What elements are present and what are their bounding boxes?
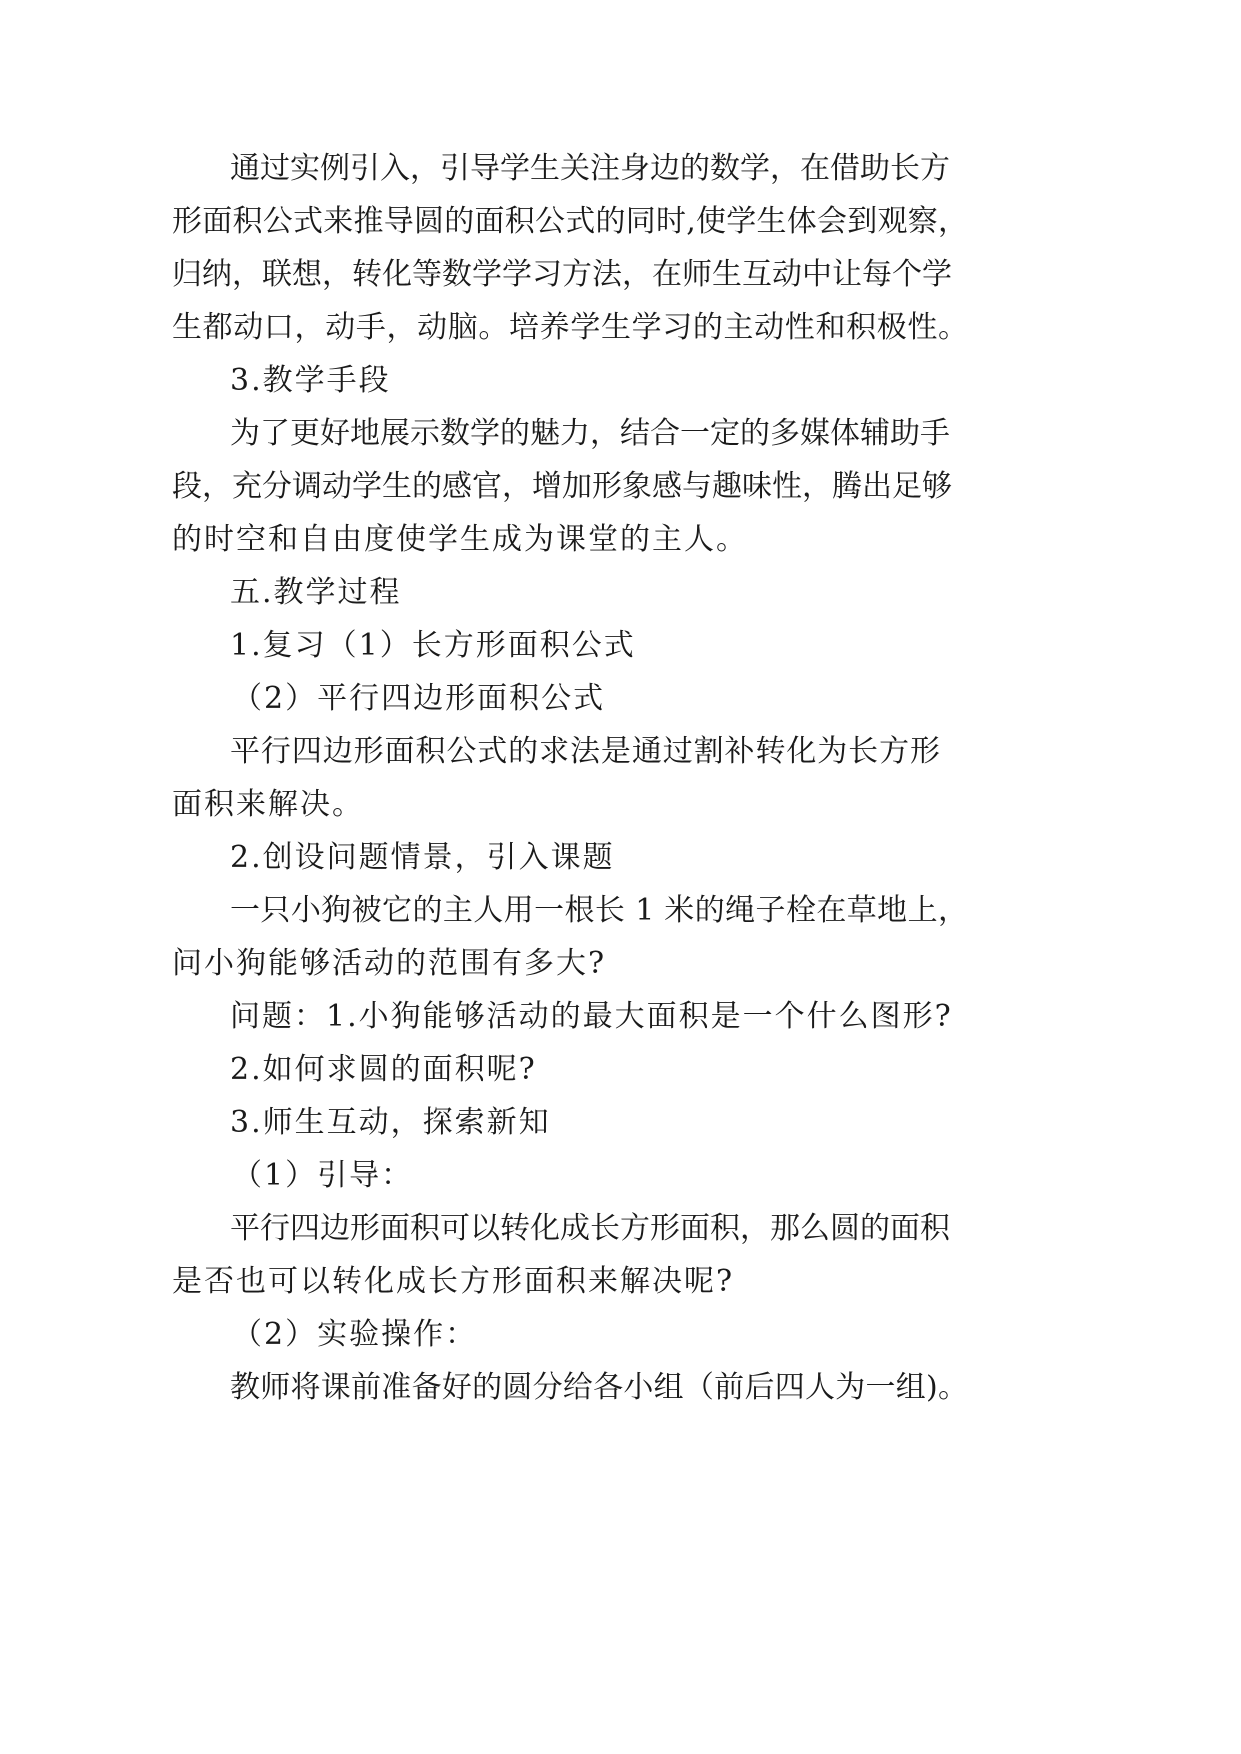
- paragraph-line: 为了更好地展示数学的魅力，结合一定的多媒体辅助手: [230, 416, 950, 451]
- paragraph-line: 平行四边形面积可以转化成长方形面积，那么圆的面积: [230, 1211, 950, 1246]
- paragraph-line: 问小狗能够活动的范围有多大?: [172, 946, 607, 981]
- paragraph-line: 面积来解决。: [172, 787, 364, 822]
- paragraph-line: 教师将课前准备好的圆分给各小组（前后四人为一组)。: [230, 1370, 968, 1405]
- paragraph-line: 1.复习（1）长方形面积公式: [230, 628, 636, 663]
- section-heading: 3.教学手段: [230, 363, 391, 398]
- paragraph-line: 平行四边形面积公式的求法是通过割补转化为长方形: [230, 734, 940, 769]
- paragraph-line: 的时空和自由度使学生成为课堂的主人。: [172, 522, 748, 557]
- section-heading: 2.创设问题情景，引入课题: [230, 840, 615, 875]
- paragraph-line: （1）引导：: [232, 1158, 414, 1193]
- paragraph-line: 段，充分调动学生的感官，增加形象感与趣味性，腾出足够: [172, 469, 952, 504]
- paragraph-line: 问题：1.小狗能够活动的最大面积是一个什么图形?: [230, 999, 953, 1034]
- paragraph-line: （2）实验操作：: [232, 1317, 478, 1352]
- paragraph-line: 2.如何求圆的面积呢?: [230, 1052, 537, 1087]
- paragraph-line: 通过实例引入，引导学生关注身边的数学，在借助长方: [230, 151, 950, 186]
- section-heading: 五.教学过程: [230, 575, 402, 610]
- paragraph-line: 一只小狗被它的主人用一根长 1 米的绳子栓在草地上，: [230, 893, 968, 928]
- paragraph-line: 归纳，联想，转化等数学学习方法，在师生互动中让每个学: [172, 257, 952, 292]
- paragraph-line: 是否也可以转化成长方形面积来解决呢?: [172, 1264, 735, 1299]
- paragraph-line: （2）平行四边形面积公式: [232, 681, 606, 716]
- section-heading: 3.师生互动，探索新知: [230, 1105, 551, 1140]
- paragraph-line: 形面积公式来推导圆的面积公式的同时,使学生体会到观察，: [172, 204, 968, 239]
- paragraph-line: 生都动口，动手，动脑。培养学生学习的主动性和积极性。: [172, 310, 968, 345]
